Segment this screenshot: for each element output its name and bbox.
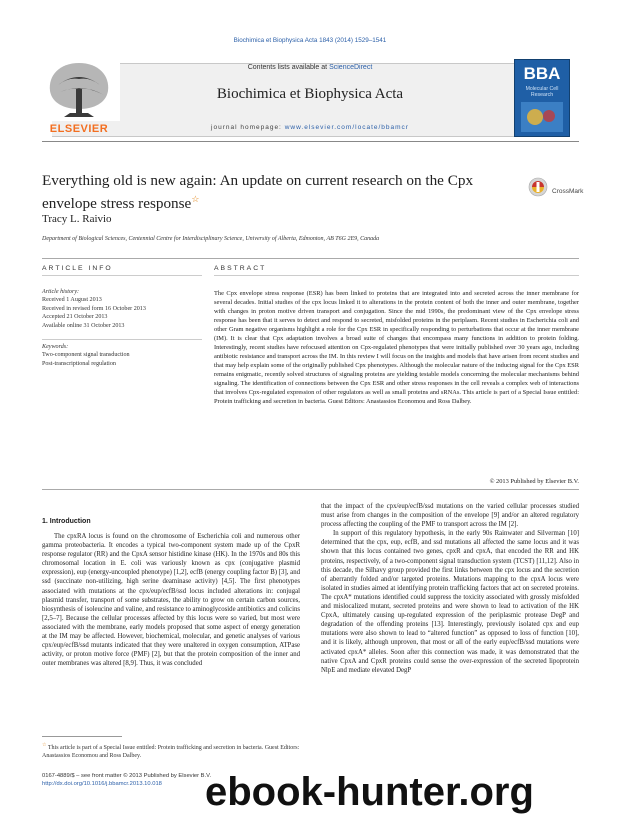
keyword-item: Post-transcriptional regulation xyxy=(42,360,116,367)
keyword-item: Two-component signal transduction xyxy=(42,352,130,359)
keywords-label: Keywords: xyxy=(42,344,69,350)
history-online: Available online 31 October 2013 xyxy=(42,322,125,329)
title-footnote-mark[interactable]: ☆ xyxy=(191,194,200,204)
contents-prefix: Contents lists available at xyxy=(247,64,328,71)
article-title-text: Everything old is new again: An update on current research on the Cpx envelope stress response xyxy=(42,172,474,213)
journal-name: Biochimica et Biophysica Acta xyxy=(216,86,404,102)
crossmark-label: CrossMark xyxy=(552,188,584,195)
author-name[interactable]: Tracy L. Raivio xyxy=(42,213,112,225)
doi-link[interactable]: http://dx.doi.org/10.1016/j.bbamcr.2013.10.018 xyxy=(42,781,162,787)
homepage-prefix: journal homepage: xyxy=(211,124,282,131)
section-heading-introduction: 1. Introduction xyxy=(42,518,91,525)
abstract-heading: ABSTRACT xyxy=(214,265,267,272)
journal-citation[interactable]: Biochimica et Biophysica Acta 1843 (2014) 1529–1541 xyxy=(233,37,387,44)
history-accepted: Accepted 21 October 2013 xyxy=(42,314,108,321)
cover-subtitle: Molecular Cell Research xyxy=(525,86,559,98)
body-left-column xyxy=(42,532,300,732)
body-paragraph: In support of this regulatory hypothesis, in the early 90s Rainwater and Silverman [10] determined that the cpx, eup, ecfB, and ssd mutations all affected the same locus and it was shown that this locus contained two genes, cpxR and cpxA, that encoded the RR and HK proteins, respectively, of a two-component signal transduction system (TCST) [11,12]. Also in this decade, the Silhavy group provided the first links between the cpx locus and the secretion of aberrantly folded and/or targeted proteins. Mutations mapping to the cpxA locus were isolated in studies aimed at identifying protein trafficking factors that act on secreted proteins. The cpxA* mutations identified could suppress the toxicity associated with grossly misfolded and mislocalized mutant, secreted proteins and were shown to lead to activation of the HK CpxA, ultimately causing up-regulated expression of the periplasmic protease DegP and degradation of the offending proteins [13]. Interestingly, previously isolated cpx and eup mutations were also shown to lead to “altered function” as opposed to loss of function [10], and it is likely, although unproven, that most or all of the early eup/ecfB/ssd mutations were activated cpxA* alleles. Soon after this connection was made, it was demonstrated that the native CpxA and CpxR proteins could sense the over-expression of the secreted lipoprotein NlpE and mediate elevated DegP xyxy=(321,530,579,674)
history-revised: Received in revised form 16 October 2013 xyxy=(42,305,146,312)
article-history xyxy=(42,288,207,330)
issn-line xyxy=(42,772,211,788)
body-divider xyxy=(42,489,579,490)
journal-cover-thumbnail[interactable] xyxy=(514,59,570,137)
meta-divider xyxy=(42,258,579,259)
article-info-heading: ARTICLE INFO xyxy=(42,265,113,272)
body-paragraph: that the impact of the cpx/eup/ecfB/ssd mutations on the varied cellular processes studied must arise from changes in the composition of the envelope [9] and/or an altered regulatory process affecting the coupling of the PMF to transport across the IM [2]. xyxy=(321,503,579,529)
abstract-copyright: © 2013 Published by Elsevier B.V. xyxy=(489,478,579,485)
body-paragraph: The cpxRA locus is found on the chromosome of Escherichia coli and numerous other gamma proteobacteria. It encodes a typical two-component system made up of the CpxR response regulator (RR) and the CpxA sensor histidine kinase (HK). In the 1970s and 80s this chromosomal location in E. coli was variously known as cpx (conjugative plasmid expression), eup (energy-uncoupled phenotype) [1,2], ecfB (energy coupling factor B) [3], and ssd (succinate non-utilizing, high serine deaminase activity) [4,5]. The first phenotypes associated with mutations at the cpx/eup/ecfB/ssd locus included alterations in: conjugal plasmid transfer, transport of some substrates, the ability to grow on certain carbon sources, biosynthesis of isoleucine and valine, and resistance to aminoglycoside antibiotics and colicins [2,5–7]. Because the cellular processes affected by this locus were so varied, but most were associated with the membrane, early models proposed that some aspect of energy generation at the IM may be affected. However, biochemical, molecular, and genetic analyses of various cpx/eup/ecfB/ssd mutants indicated that they were unaltered in oxygen consumption, ATPase activity, or proton motive force (PMF) [2], but that the protein composition of the inner and outer membranes was altered [8,9]. Thus, it was concluded xyxy=(42,533,300,668)
author-affiliation: Department of Biological Sciences, Centennial Centre for Interdisciplinary Science, University of Alberta, Edmonton, AB T6G 2E9, Canada xyxy=(42,236,380,242)
abstract-text: The Cpx envelope stress response (ESR) has been linked to proteins that are integrated into and secreted across the inner membrane for several decades. Initial studies of the cpx locus linked it to alterations in the protein content of both the inner and outer membrane, together with changes in proton motive driven transport and conjugation. Since the mid 1990s, the predominant view of the Cpx envelope stress response has been that it serves to detect and respond to secreted, misfolded proteins in the periplasm. Recent studies in Escherichia coli and other Gram negative organisms highlight a role for the Cpx ESR in specifically responding to perturbations that occur at the inner membrane (IM). It is clear that Cpx adaptation involves a broad suite of changes that encompass many functions in addition to protein folding. Interestingly, recent studies have refocused attention on Cpx-regulated phenotypes that were initially published over 30 years ago, including antibiotic resistance and transport across the IM. In this review I will focus on the insights and models that have arisen from recent studies and that may help explain some of the originally published Cpx phenotypes. Although the molecular nature of the inducing signal for the Cpx ESR remains enigmatic, recently solved structures of signaling proteins are yielding testable models concerning the molecular mechanisms behind signaling. The identification of connections between the Cpx ESR and other stress responses in the cell reveals a complex web of interactions that involves Cpx-regulated expression of other regulators as well as small proteins and sRNAs. This article is part of a Special Issue entitled: Protein trafficking and secretion in bacteria. Guest Editors: Anastassios Economou and Ross Dalbey. xyxy=(214,290,579,405)
history-label: Article history: xyxy=(42,289,80,295)
cover-art-icon xyxy=(521,102,563,132)
abstract-rule xyxy=(214,275,579,276)
keywords-rule xyxy=(42,339,202,340)
footnote-text: This article is part of a Special Issue entitled: Protein trafficking and secretion in bacteria. Guest Editors: Anastassios Economou and Ross Dalbey. xyxy=(42,745,300,759)
elsevier-wordmark: ELSEVIER xyxy=(49,123,109,135)
cover-title: BBA xyxy=(523,64,561,83)
body-right-column xyxy=(321,502,579,772)
header-divider xyxy=(42,141,579,142)
article-info-rule xyxy=(42,275,202,276)
article-title xyxy=(42,172,492,213)
history-received: Received 1 August 2013 xyxy=(42,297,102,304)
front-matter-notice: 0167-4889/$ – see front matter © 2013 Published by Elsevier B.V. xyxy=(42,773,212,779)
footnote-rule xyxy=(42,736,122,737)
homepage-link[interactable]: www.elsevier.com/locate/bbamcr xyxy=(284,124,409,131)
watermark-text: ebook-hunter.org xyxy=(205,770,534,814)
footnote-mark: ☆ xyxy=(42,743,47,748)
footnote xyxy=(42,742,300,760)
sciencedirect-link[interactable]: ScienceDirect xyxy=(329,64,373,71)
keywords-block xyxy=(42,343,207,368)
